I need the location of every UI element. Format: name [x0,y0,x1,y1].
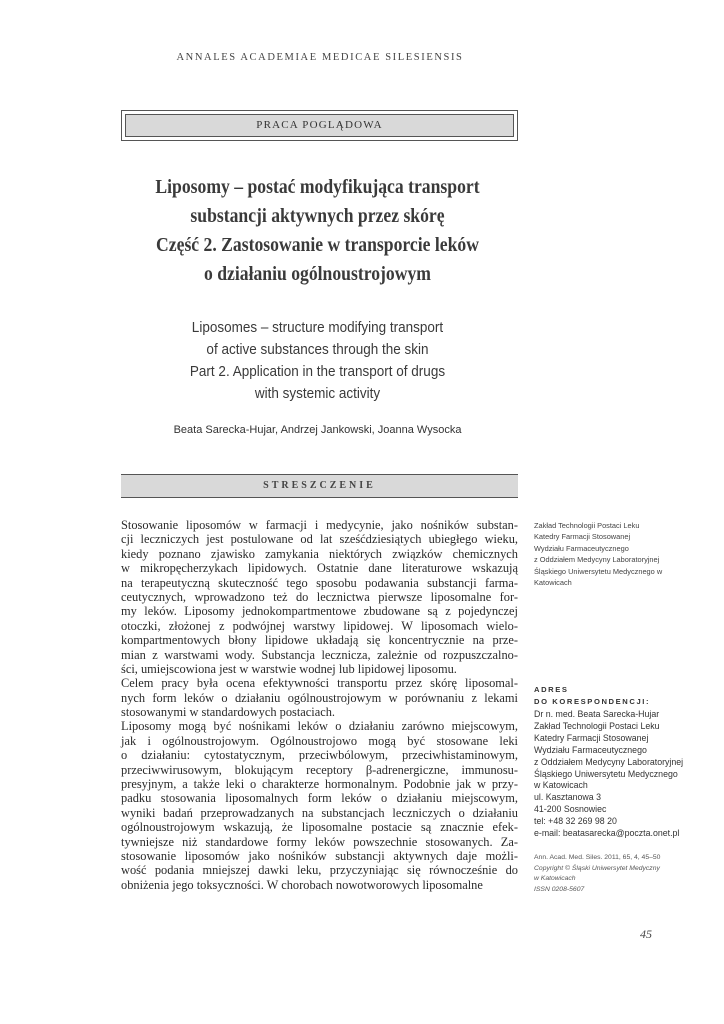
abstract-line: stosowanymi w standardowych postaciach. [121,705,336,720]
correspondence-line: Zakład Technologii Postaci Leku [534,720,660,731]
citation-block [534,853,660,895]
title-polish-line: Część 2. Zastosowanie w transporcie leków [156,234,479,256]
title-polish [143,173,491,289]
correspondence-heading-line: ADRES [534,685,569,694]
title-polish-line: substancji aktywnych przez skórę [190,205,445,227]
abstract-line: ogólnoustrojowym wskazują, że liposomalne postacie są znacznie efek- [121,820,518,835]
abstract-line: mian z warstwami wody. Substancja lecznicza, zależnie od rozpuszczalno- [121,647,518,662]
abstract-line: na terapeutyczną skuteczność tego sposobu podawania substancji farma- [121,575,518,590]
citation-line: Ann. Acad. Med. Siles. 2011, 65, 4, 45–50 [534,854,661,861]
correspondence-line: Śląskiego Uniwersytetu Medycznego [534,768,678,779]
abstract-line: wyniki badań przeprowadzanych na substancjach leczniczych o działaniu [121,805,518,820]
abstract-heading: STRESZCZENIE [121,474,518,498]
issn-line: ISSN 0208-5607 [534,885,585,893]
affiliation-line: z Oddziałem Medycyny Laboratoryjnej [534,555,660,565]
correspondence-line: ul. Kasztanowa 3 [534,792,601,803]
page-number: 45 [640,927,652,941]
abstract-line: ceutycznych, wprowadzono też do lecznictwa pierwsze liposomalne for- [121,589,518,604]
abstract-line: Stosowanie liposomów w farmacji i medycynie, jako nośników substan- [121,518,518,532]
abstract-line: stosowanie liposomów jako nośników substancji aktywnych daje możli- [121,848,518,863]
affiliation-line: Wydziału Farmaceutycznego [534,543,629,553]
journal-header: ANNALES ACADEMIAE MEDICAE SILESIENSIS [176,52,464,63]
abstract-line: w mikropęcherzykach lipidowych. Ostatnie dane literaturowe wskazują [121,561,518,576]
correspondence-line: 41-200 Sosnowiec [534,804,607,815]
abstract-line: Celem pracy była ocena efektywności transportu przez skórę liposomal- [121,676,518,691]
title-english-line: with systemic activity [254,385,381,402]
title-english [122,317,514,405]
copyright-line: w Katowicach [534,875,576,883]
abstract-line: kiedy poznano zjawisko zamykania niektórych związków chemicznych [121,546,518,561]
abstract-line: przeciwwirusowym, blokującym receptory β-adrenergiczne, immunosu- [121,762,518,777]
affiliation-line: Śląskiego Uniwersytetu Medycznego w [534,566,663,576]
correspondence-line: tel: +48 32 269 98 20 [534,816,617,827]
correspondence-heading [534,684,650,708]
correspondence-line: z Oddziałem Medycyny Laboratoryjnej [534,756,684,767]
abstract-line: tywniejsze niż standardowe formy leków powszechnie stosowanych. Za- [121,834,518,849]
title-english-line: Part 2. Application in the transport of drugs [189,363,446,380]
abstract-line: wość podania mniejszej dawki leku, przyczyniając się równocześnie do [121,863,518,878]
correspondence-address [534,709,683,840]
correspondence-heading-line: DO KORESPONDENCJI: [534,697,651,706]
abstract-line: my leków. Liposomy jednokompartmentowe zbudowane są z pojedynczej [121,604,518,619]
correspondence-line: w Katowicach [534,780,588,791]
abstract-line: otoczki, złożonej z podwójnej warstwy lipidowej. W liposomach wielo- [121,618,518,633]
title-polish-line: Liposomy – postać modyfikująca transport [155,176,480,198]
abstract-line: obniżenia jego toksyczności. W chorobach nowotworowych liposomalne [121,877,483,892]
abstract-line: nych form leków o działaniu ogólnoustrojowym w porównaniu z lekami [121,690,518,705]
affiliation-line: Katowicach [534,578,572,588]
title-english-line: of active substances through the skin [206,341,429,358]
abstract-line: jak i ogólnoustrojowym. Ogólnoustrojowo mogą być stosowane leki [121,733,518,748]
abstract-line: padku stosowania liposomalnych form leków o działaniu miejscowym, [121,791,518,806]
affiliation-line: Katedry Farmacji Stosowanej [534,532,631,542]
correspondence-line: e-mail: beatasarecka@poczta.onet.pl [534,828,680,839]
abstract-line: presyjnym, a także leki o charakterze hormonalnym. Podobnie jak w przy- [121,777,518,792]
title-english-line: Liposomes – structure modifying transport [191,319,444,336]
abstract-line: kompartmentowych błony lipidowe układają się koncentrycznie na prze- [121,633,518,648]
affiliation-line: Zakład Technologii Postaci Leku [534,521,640,530]
article-type-label: PRACA POGLĄDOWA [125,114,514,137]
title-polish-line: o działaniu ogólnoustrojowym [204,263,431,285]
abstract-line: Liposomy mogą być nośnikami leków o działaniu zarówno miejscowym, [121,719,518,734]
abstract-line: o działaniu: cytostatycznym, przeciwbólowym, przeciwhistaminowym, [121,748,518,763]
correspondence-line: Dr n. med. Beata Sarecka-Hujar [534,709,660,719]
copyright-line: Copyright © Śląski Uniwersytet Medyczny [534,864,660,872]
abstract-line: ści, umiejscowiona jest w warstwie wodnej lub lipidowej liposomu. [121,661,457,676]
abstract-line: cji leczniczych jest postulowane od lat sześćdziesiątych ubiegłego wieku, [121,532,518,547]
correspondence-line: Katedry Farmacji Stosowanej [534,732,649,743]
affiliation [534,520,662,588]
correspondence-line: Wydziału Farmaceutycznego [534,744,647,755]
abstract-body [121,518,518,892]
article-type-box [121,110,518,141]
authors: Beata Sarecka-Hujar, Andrzej Jankowski, Joanna Wysocka [173,424,462,436]
